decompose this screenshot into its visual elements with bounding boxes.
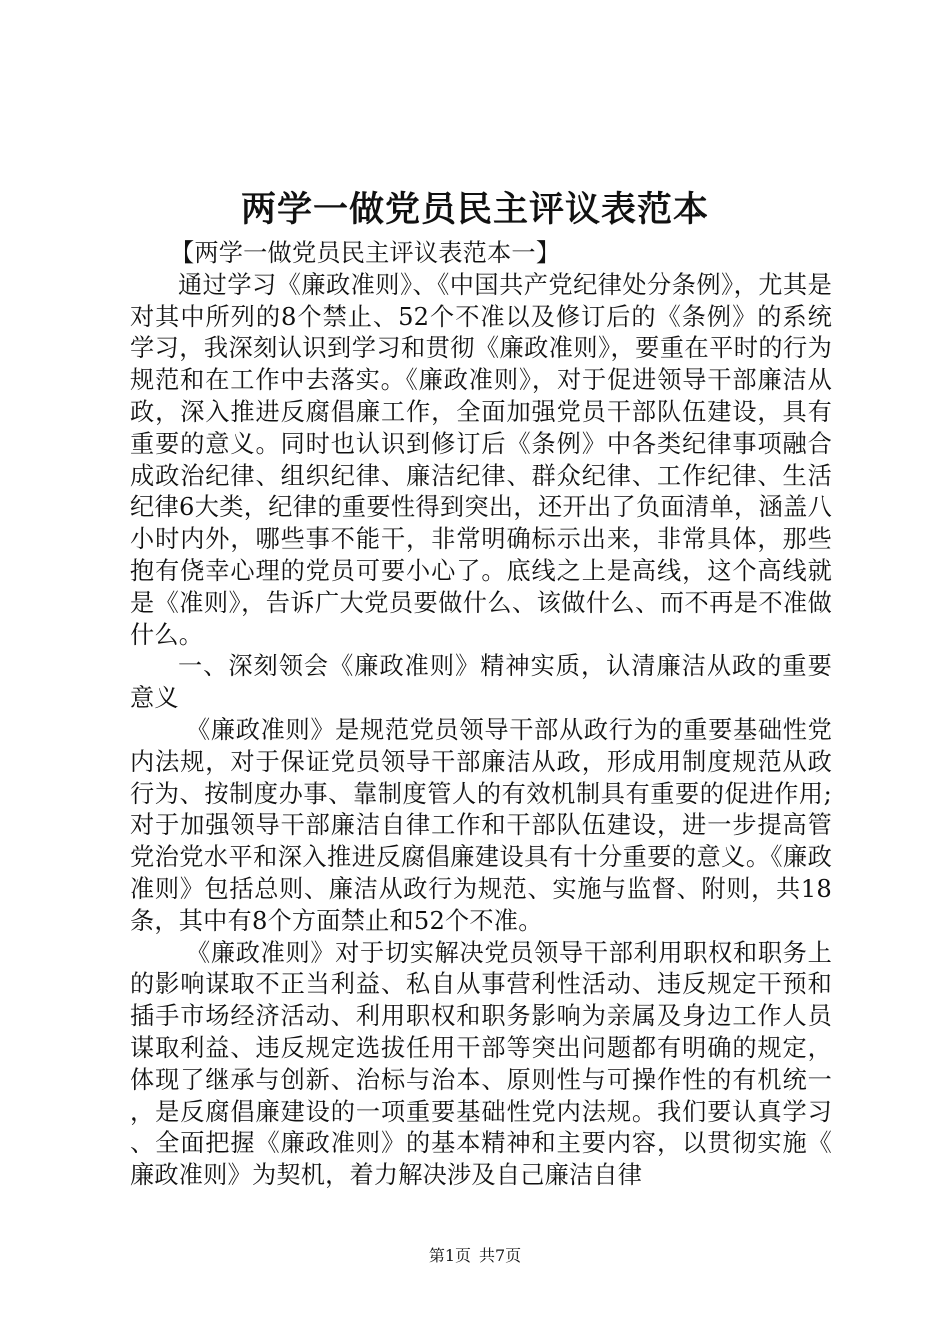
body-paragraph: 《廉政准则》是规范党员领导干部从政行为的重要基础性党内法规，对于保证党员领导干部廉洁从政，形成用制度规范从政行为、按制度办事、靠制度管人的有效机制具有重要的促进作用;对于加强领导干部廉洁自律工作和干部队伍建设，进一步提高管党治党水平和深入推进反腐倡廉建设具有十分重要的意义。《廉政准则》包括总则、廉洁从政行为规范、实施与监督、附则，共18条，其中有8个方面禁止和52个不准。: [130, 715, 832, 935]
page-number: 第1页: [428, 1246, 471, 1265]
section-heading: 一、深刻领会《廉政准则》精神实质，认清廉洁从政的重要意义: [130, 652, 832, 713]
page-footer: [0, 1244, 950, 1268]
body-paragraph: 通过学习《廉政准则》、《中国共产党纪律处分条例》，尤其是对其中所列的8个禁止、52个不准以及修订后的《条例》的系统学习，我深刻认识到学习和贯彻《廉政准则》，要重在平时的行为规范和在工作中去落实。《廉政准则》，对于促进领导干部廉洁从政，深入推进反腐倡廉工作，全面加强党员干部队伍建设，具有重要的意义。同时也认识到修订后《条例》中各类纪律事项融合成政治纪律、组织纪律、廉洁纪律、群众纪律、工作纪律、生活纪律6大类，纪律的重要性得到突出，还开出了负面清单，涵盖八小时内外，哪些事不能干，非常明确标示出来，非常具体，那些抱有侥幸心理的党员可要小心了。底线之上是高线，这个高线就是《准则》，告诉广大党员要做什么、该做什么、而不再是不准做什么。: [130, 270, 832, 649]
document-title: 两学一做党员民主评议表范本: [240, 189, 709, 230]
document-body: [130, 238, 832, 1192]
body-paragraph: 《廉政准则》对于切实解决党员领导干部利用职权和职务上的影响谋取不正当利益、私自从事营利性活动、违反规定干预和插手市场经济活动、利用职权和职务影响为亲属及身边工作人员谋取利益、违反规定选拔任用干部等突出问题都有明确的规定，体现了继承与创新、治标与治本、原则性与可操作性的有机统一，是反腐倡廉建设的一项重要基础性党内法规。我们要认真学习、全面把握《廉政准则》的基本精神和主要内容，以贯彻实施《廉政准则》为契机，着力解决涉及自己廉洁自律: [130, 938, 832, 1190]
document-subtitle: 【两学一做党员民主评议表范本一】: [170, 239, 561, 267]
page-total: 共7页: [479, 1246, 522, 1265]
